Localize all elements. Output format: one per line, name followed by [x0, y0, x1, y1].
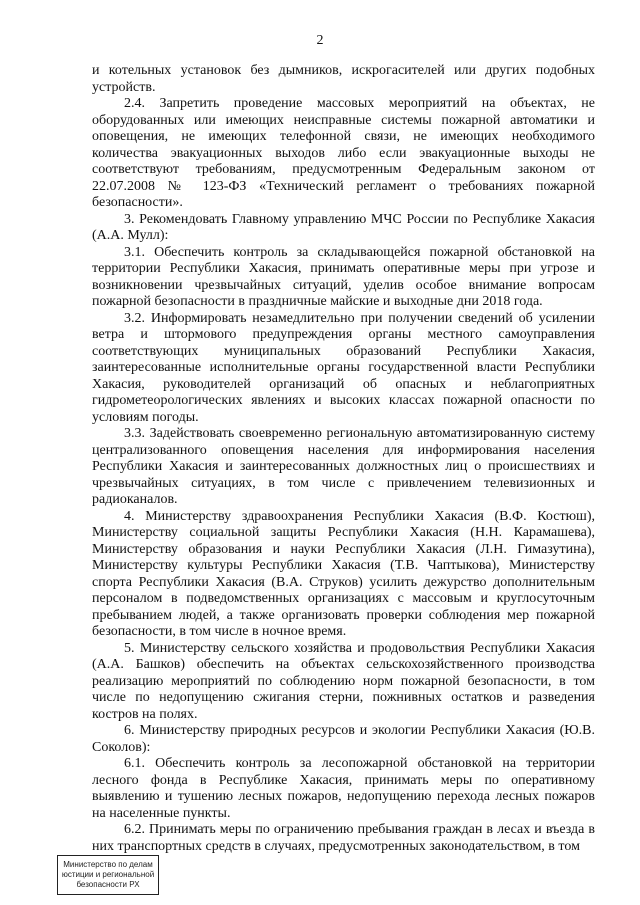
ministry-stamp: [57, 855, 159, 895]
paragraph-2-4: 2.4. Запретить проведение массовых мероприятий на объектах, не оборудованных или имеющих неисправные системы пожарной автоматики и оповещения, не имеющих телефонной связи, не имеющих необходимого количества эвакуационных выходов либо если эвакуационные выходы не соответствуют требованиям, предусмотренным Федеральным законом от 22.07.2008 № 123-ФЗ «Технический регламент о требованиях пожарной безопасности».: [92, 96, 595, 210]
stamp-line-2: юстиции и региональной: [61, 870, 155, 879]
stamp-line-1: Министерство по делам: [63, 860, 153, 869]
paragraph-5: 5. Министерству сельского хозяйства и продовольствия Республики Хакасия (А.А. Башков) обеспечить на объектах сельскохозяйственного производства реализацию мероприятий по соблюдению норм пожарной безопасности, в том числе по недопущению сжигания стерни, пожнивных остатков и разведения костров на полях.: [92, 640, 595, 722]
paragraph-6-2: 6.2. Принимать меры по ограничению пребывания граждан в лесах и въезда в них транспортных средств в случаях, предусмотренных законодательством, в том: [92, 822, 595, 854]
paragraph-3-2: 3.2. Информировать незамедлительно при получении сведений об усилении ветра и штормового предупреждения органы местного самоуправления соответствующих муниципальных образований Республики Хакасия, заинтересованные исполнительные органы государственной власти Республики Хакасия, руководителей организаций об опасных и неблагоприятных гидрометеорологических явлениях и высоких классах пожарной опасности по условиям погоды.: [92, 310, 595, 425]
paragraph-6: 6. Министерству природных ресурсов и экологии Республики Хакасия (Ю.В. Соколов):: [92, 723, 595, 755]
paragraph-3-3: 3.3. Задействовать своевременно региональную автоматизированную систему централизованного оповещения населения для информирования населения Республики Хакасия и заинтересованных должностных лиц о происшествиях и чрезвычайных ситуациях, в том числе с привлечением телевизионных и радиоканалов.: [92, 426, 595, 507]
document-body: [92, 63, 595, 855]
paragraph-4: 4. Министерству здравоохранения Республики Хакасия (В.Ф. Костюш), Министерству социальной защиты Республики Хакасия (Н.Н. Карамашева), Министерству образования и науки Республики Хакасия (Л.Н. Гимазутина), Министерству культуры Республики Хакасия (Т.В. Чаптыкова), Министерству спорта Республики Хакасия (В.А. Струков) усилить дежурство дополнительным персоналом в подведомственных организациях с массовым и круглосуточным пребыванием людей, а также организовать проверки соблюдения мер пожарной безопасности, в том числе в ночное время.: [92, 508, 595, 639]
stamp-line-3: безопасности РХ: [76, 880, 140, 889]
paragraph-3: 3. Рекомендовать Главному управлению МЧС России по Республике Хакасия (А.А. Мулл):: [92, 211, 595, 243]
paragraph-continuation: и котельных установок без дымников, искрогасителей или других подобных устройств.: [92, 63, 595, 95]
paragraph-6-1: 6.1. Обеспечить контроль за лесопожарной обстановкой на территории лесного фонда в Республике Хакасия, принимать меры по оперативному выявлению и тушению лесных пожаров, недопущению перехода лесных пожаров на населенные пункты.: [92, 756, 595, 821]
paragraph-3-1: 3.1. Обеспечить контроль за складывающейся пожарной обстановкой на территории Республики Хакасия, принимать оперативные меры при угрозе и возникновении чрезвычайных ситуаций, уделив особое внимание вопросам пожарной безопасности в праздничные майские и выходные дни 2018 года.: [92, 244, 595, 309]
page-number: 2: [316, 33, 324, 48]
